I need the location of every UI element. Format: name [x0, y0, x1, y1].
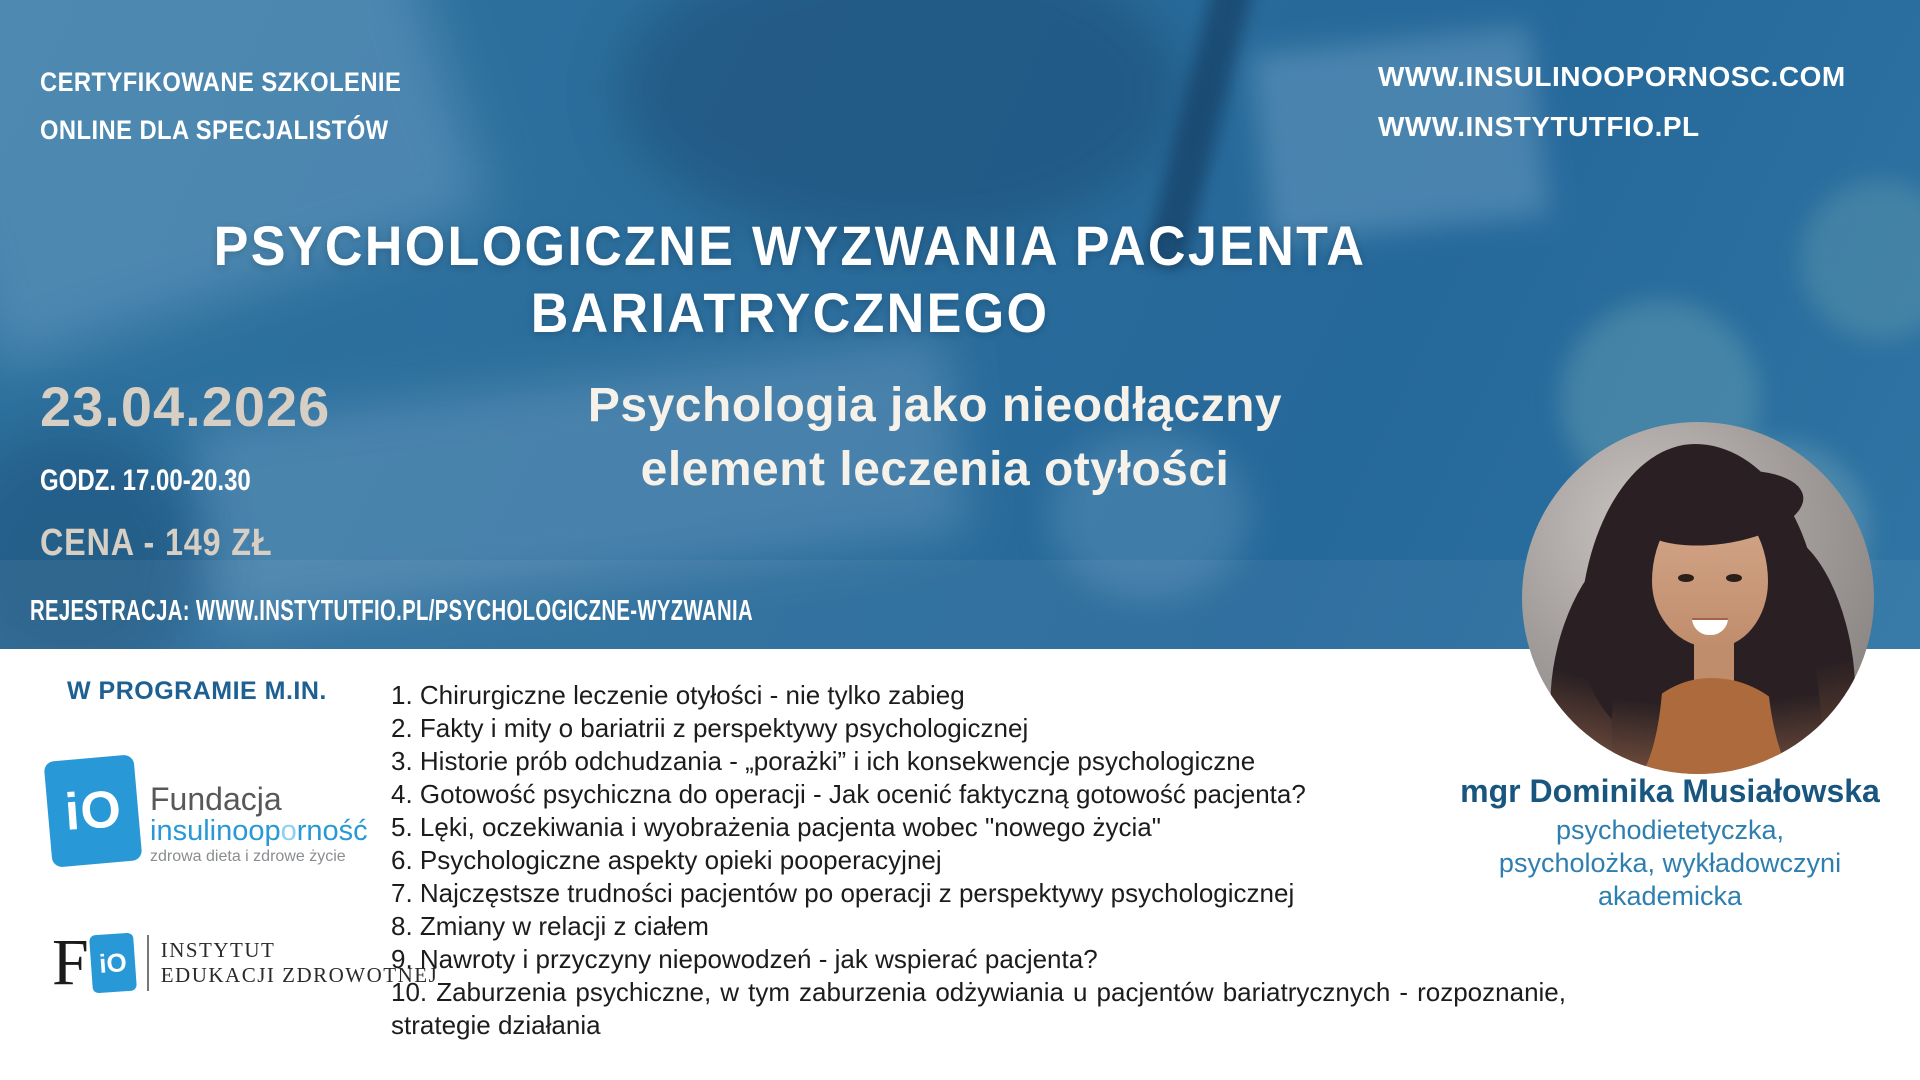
event-subtitle [335, 374, 1535, 502]
program-item-6: 6. Psychologiczne aspekty opieki pooperacyjnej [391, 845, 942, 875]
instytut-name-line-1: INSTYTUT [160, 938, 276, 962]
speaker-role-line-1: psychodietetyczka, [1555, 815, 1785, 845]
io-logo-mark: iO [62, 780, 124, 842]
website-url-1: WWW.INSULINOOPORNOSC.COM [1378, 61, 1846, 92]
speaker-photo [1522, 422, 1874, 774]
program-list [391, 679, 1566, 1042]
event-title [55, 212, 1524, 346]
event-subtitle-line-2: element leczenia otyłości [640, 443, 1230, 496]
fundacja-logo-mark-box [44, 754, 143, 867]
registration-url: REJESTRACJA: WWW.INSTYTUTFIO.PL/PSYCHOLOGICZNE-WYZWANIA [30, 595, 753, 627]
website-url-2: WWW.INSTYTUTFIO.PL [1378, 111, 1700, 142]
program-item-4: 4. Gotowość psychiczna do operacji - Jak ocenić faktyczną gotowość pacjenta? [391, 779, 1306, 809]
fundacja-insulinoopornosc-logo [48, 756, 378, 876]
speaker-eye [1678, 574, 1694, 582]
fundacja-name-line-1: Fundacja [150, 781, 282, 817]
speaker-role-line-3: akademicka [1597, 881, 1743, 911]
program-item-1: 1. Chirurgiczne leczenie otyłości - nie tylko zabieg [391, 680, 965, 710]
instytut-edukacji-zdrowotnej-logo [52, 928, 438, 998]
program-item-7: 7. Najczęstsze trudności pacjentów po operacji z perspektywy psychologicznej [391, 878, 1295, 908]
program-item-8: 8. Zmiany w relacji z ciałem [391, 911, 709, 941]
event-title-line-2: BARIATRYCZNEGO [530, 281, 1050, 344]
event-title-line-1: PSYCHOLOGICZNE WYZWANIA PACJENTA [213, 214, 1367, 277]
fundacja-name-line-2: insulinooporność [150, 815, 368, 847]
event-subtitle-line-1: Psychologia jako nieodłączny [587, 379, 1283, 432]
eyebrow-line-2: ONLINE DLA SPECJALISTÓW [40, 115, 389, 145]
io-logo-mark-small: iO [97, 946, 128, 979]
speaker-eye [1726, 574, 1742, 582]
instytut-logo-letter: F [52, 926, 89, 999]
website-urls [1378, 52, 1846, 152]
program-item-5: 5. Lęki, oczekiwania i wyobrażenia pacjenta wobec "nowego życia" [391, 812, 1161, 842]
program-item-9: 9. Nawroty i przyczyny niepowodzeń - jak wspierać pacjenta? [391, 944, 1098, 974]
program-heading: W PROGRAMIE M.IN. [67, 677, 327, 705]
eyebrow-line-1: CERTYFIKOWANE SZKOLENIE [40, 67, 402, 97]
instytut-logo-mark-box [89, 933, 137, 994]
instytut-name-line-2: EDUKACJI ZDROWOTNEJ [160, 963, 439, 987]
event-time: GODZ. 17.00-20.30 [40, 464, 251, 497]
speaker-role [1400, 814, 1920, 913]
instytut-logo-text [161, 938, 439, 988]
event-price: CENA - 149 ZŁ [40, 522, 273, 564]
logo-divider [147, 935, 149, 991]
fundacja-logo-text [150, 782, 368, 866]
program-item-3: 3. Historie prób odchudzania - „porażki” i ich konsekwencje psychologiczne [391, 746, 1256, 776]
certification-eyebrow [40, 58, 401, 154]
program-item-2: 2. Fakty i mity o bariatrii z perspektywy psychologicznej [391, 713, 1029, 743]
fundacja-tagline: zdrowa dieta i zdrowe życie [150, 848, 346, 865]
speaker-role-line-2: psycholożka, wykładowczyni [1498, 848, 1842, 878]
event-date: 23.04.2026 [40, 375, 331, 438]
speaker-name: mgr Dominika Musiałowska [1460, 773, 1880, 809]
program-item-10: 10. Zaburzenia psychiczne, w tym zaburzenia odżywiania u pacjentów bariatrycznych - rozpoznanie, strategie działania [391, 977, 1566, 1040]
